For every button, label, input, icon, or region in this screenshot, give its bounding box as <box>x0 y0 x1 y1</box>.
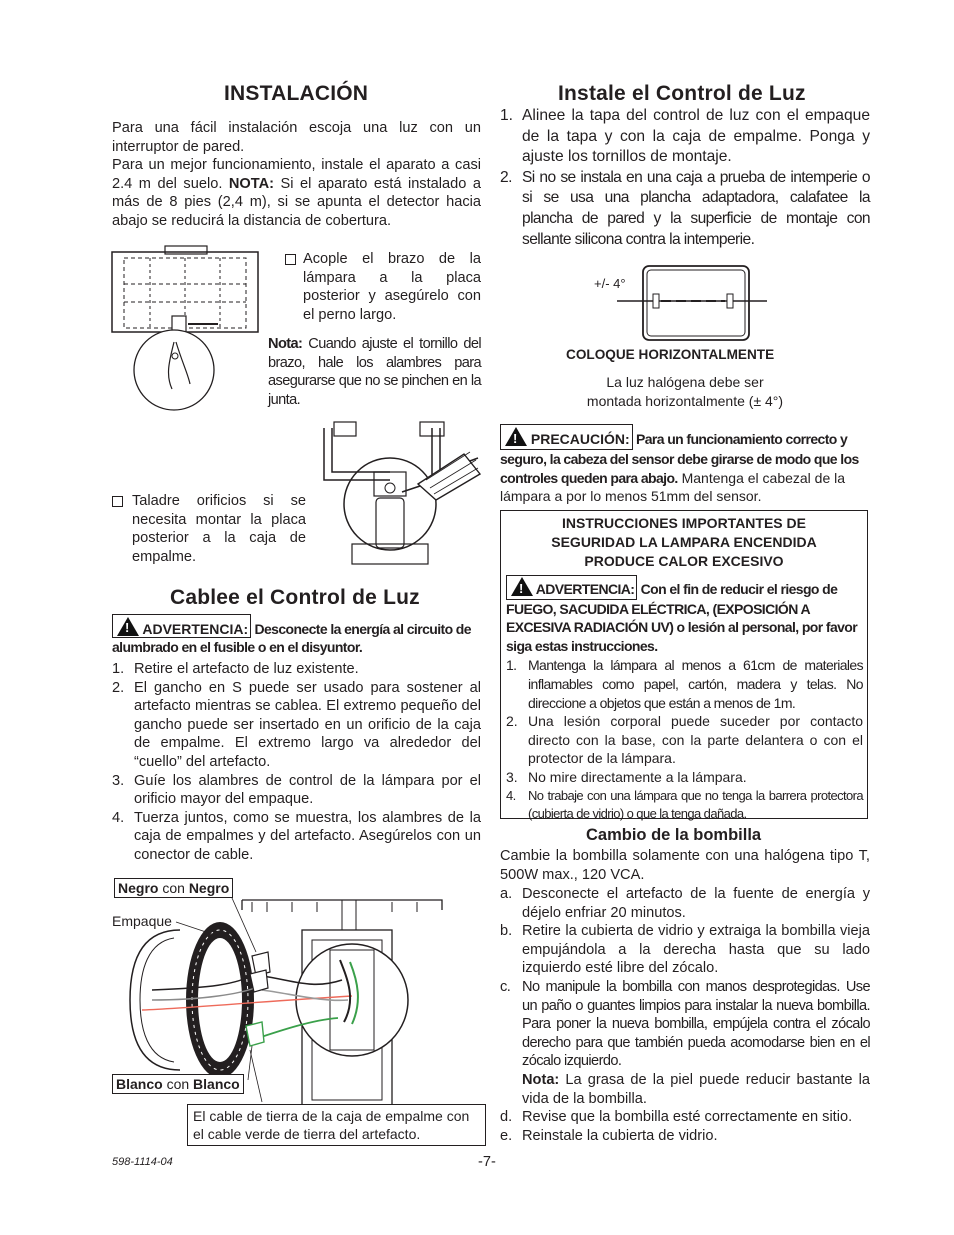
cambio-title: Cambio de la bombilla <box>586 826 762 844</box>
list-item: e. Reinstale la cubierta de vidrio. <box>500 1127 718 1144</box>
label-tierra: El cable de tierra de la caja de empalme con el cable verde de tierra del artefacto. <box>187 1104 486 1146</box>
instale-title: Instale el Control de Luz <box>558 82 806 105</box>
instalacion-p1: Para una fácil instalación escoja una luz con un interruptor de pared. <box>112 120 481 155</box>
page-number: -7- <box>478 1154 496 1170</box>
precaucion-note: ! PRECAUCIÓN: Para un funcionamiento correcto y seguro, la cabeza del sensor debe girarse de modo que los controles queden para abajo. Mantenga el cabezal de la lámpara a por lo menos 51mm del sensor. <box>500 424 870 506</box>
cambio-intro: Cambie la bombilla solamente con una halógena tipo T, 500W max., 120 VCA. <box>500 848 870 883</box>
cablee-warning: ! ADVERTENCIA: Desconecte la energía al circuito de alumbrado en el fusible o en el disyuntor. <box>112 614 481 657</box>
checkbox-icon <box>285 254 296 265</box>
safety-box <box>500 510 868 822</box>
list-item: 1. Retire el artefacto de luz existente. <box>112 661 359 677</box>
instalacion-p2: Para un mejor funcionamiento, instale el aparato a casi 2.4 m del suelo. NOTA: Si el aparato está instalado a más de 8 pies (2,4 m), si se apunta el detector hacia abajo se reducirá la distancia de cobertura. <box>112 157 481 229</box>
label-negro: Negro con Negro <box>114 878 233 898</box>
list-item-nota: Nota: La grasa de la piel puede reducir bastante la vida de la bombilla. <box>522 1071 870 1107</box>
drill-illustration <box>318 418 488 570</box>
list-item: b. Retire la cubierta de vidrio y extraiga la bombilla vieja empujándola a la derecha hasta que su lado izquierdo esté libre del zócalo. <box>500 923 870 977</box>
list-item: 4. No trabaje con una lámpara que no tenga la barrera protectora (cubierta de vidrio) o que la tenga dañada. <box>506 787 863 822</box>
list-item: a. Desconecte el artefacto de la fuente de energía y déjelo enfriar 20 minutos. <box>500 886 870 921</box>
safety-list <box>506 656 863 823</box>
cablee-steps <box>112 660 481 865</box>
warning-icon <box>505 427 527 446</box>
checkbox-icon <box>112 496 123 507</box>
instalacion-bullet1: Acople el brazo de la lámpara a la placa posterior y asegúrelo con el perno largo. <box>285 250 481 324</box>
halogena-note: La luz halógena debe ser montada horizontalmente (± 4°) <box>586 374 784 409</box>
angle-label: +/- 4° <box>594 276 626 291</box>
label-blanco: Blanco con Blanco <box>112 1074 244 1094</box>
list-item: 1. Mantenga la lámpara al menos a 61cm de materiales inflamables como papel, cartón, madera y telas. No direccione a objetos que están a menos de 1m. <box>506 657 863 711</box>
list-item: 1. Alinee la tapa del control de luz con el empaque de la tapa y con la caja de empalme. Ponga y ajuste los tornillos de montaje. <box>500 107 870 166</box>
instale-steps <box>500 106 870 250</box>
list-item: c. No manipule la bombilla con manos desprotegidas. Use un paño o guantes limpios para instalar la nueva bombilla. Para poner la nueva bombilla, empújela contra el zócalo derecho para que también pueda acomodarse bien en el zócalo izquierdo. <box>500 978 870 1070</box>
list-item: 2. El gancho en S puede ser usado para sostener al artefacto mientras se cablea. El extremo pequeño del gancho puede ser insertado en un orificio de la caja de empalme. El extremo largo va alrededor del “cuello” del artefacto. <box>112 679 481 770</box>
arm-plate-illustration <box>110 244 260 424</box>
coloque-label: COLOQUE HORIZONTALMENTE <box>566 347 775 362</box>
horizontal-lamp-illustration <box>617 262 769 344</box>
warning-icon <box>117 617 139 636</box>
list-item: 2. Una lesión corporal puede suceder por contacto directo con la base, con la parte delantera o con el protector de la lámpara. <box>506 713 863 767</box>
list-item: 3. No mire directamente a la lámpara. <box>506 768 747 785</box>
cambio-steps <box>500 885 870 1145</box>
safety-title: INSTRUCCIONES IMPORTANTES DE SEGURIDAD LA LAMPARA ENCENDIDA PRODUCE CALOR EXCESIVO <box>551 515 817 569</box>
label-empaque: Empaque <box>112 913 172 929</box>
list-item: 3. Guíe los alambres de control de la lámpara por el orificio mayor del empaque. <box>112 772 481 808</box>
list-item: 2. Si no se instala en una caja a prueba de intemperie o si se usa una plancha adaptadora, calafatee la plancha de pared y la superficie de montaje con sellante silicona contra la intemperie. <box>500 168 870 248</box>
warning-icon <box>511 577 533 596</box>
instalacion-bullet2: Taladre orificios si se necesita montar la placa posterior a la caja de empalme. <box>112 492 306 566</box>
document-code: 598-1114-04 <box>112 1156 173 1168</box>
list-item: 4. Tuerza juntos, como se muestra, los alambres de la caja de empalmes y del artefacto. Asegúrelos con un conector de cable. <box>112 809 481 863</box>
cablee-title: Cablee el Control de Luz <box>170 586 420 609</box>
list-item: d. Revise que la bombilla esté correctamente en sitio. <box>500 1109 853 1126</box>
instalacion-title: INSTALACIÓN <box>224 82 369 105</box>
instalacion-nota: Nota: Cuando ajuste el tornillo del brazo, hale los alambres para asegurarse que no se pinchen en la junta. <box>268 336 481 408</box>
safety-warning: ! ADVERTENCIA: Con el fin de reducir el riesgo de FUEGO, SACUDIDA ELÉCTRICA, (EXPOSICIÓN A EXCESIVA RADIACIÓN UV) o lesión al personal, por favor siga estas instrucciones. <box>506 575 863 655</box>
